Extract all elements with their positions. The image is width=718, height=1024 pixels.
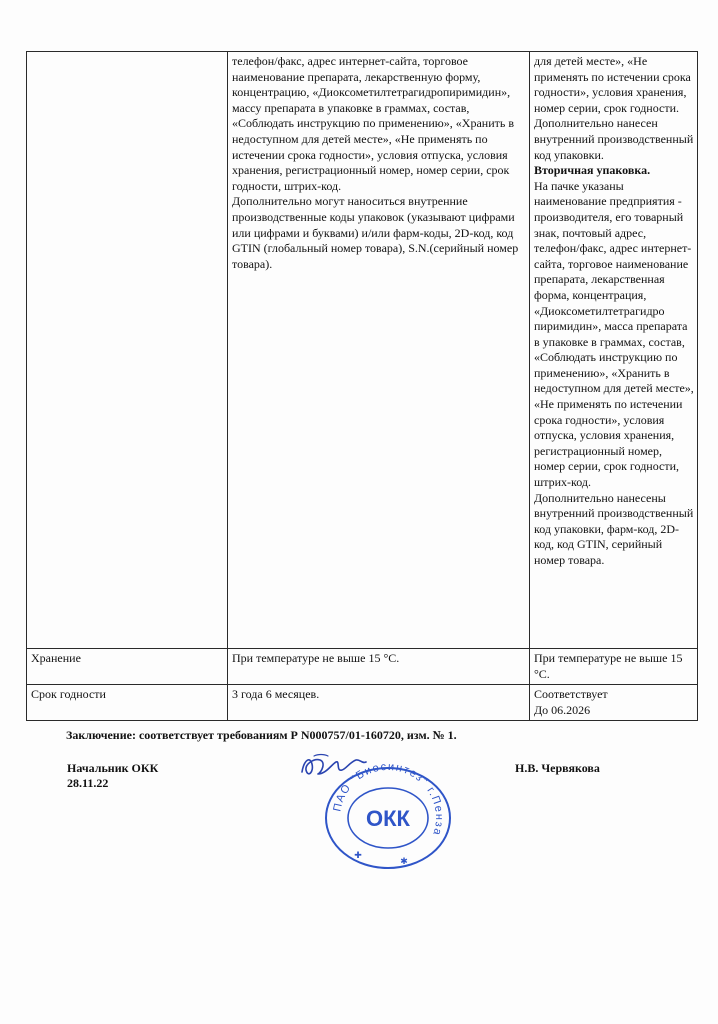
- stamp-star-icon: ✱: [400, 857, 408, 867]
- table-row-shelf-life: [27, 685, 698, 721]
- conclusion-text: Заключение: соответствует требованиям Р N000757/01-160720, изм. № 1.: [66, 728, 457, 742]
- signer-name: Н.В. Червякова: [515, 761, 600, 775]
- secondary-packaging-result-text: На пачке указаны наименование предприятия - производителя, его товарный знак, почтовый адрес, телефон/факс, адрес интернет-сайта, торговое наименование препарата, лекарственная форма, концентрация, «Диоксометилтетрагидро пиримидин», масса препарата в упаковке в граммах, состав, «Соблюдать инструкцию по применению», «Хранить в недоступном для детей месте», «Не применять по истечении срока годности», условия отпуска, условия хранения, регистрационный номер, номер серии, срок годности, штрих-код.: [534, 178, 694, 490]
- specification-table: [26, 51, 698, 721]
- storage-result: При температуре не выше 15 °С.: [530, 649, 698, 685]
- table-row-storage: [27, 649, 698, 685]
- labeling-additional-codes-text: Дополнительно могут наноситься внутренние производственные коды упаковок (указывают цифрами или цифрами и буквами) и/или фарм-коды, 2D-код, код GTIN (глобальный номер товара), S.N.(серийный номер товара).: [232, 194, 519, 271]
- stamp-ring-text: ПАО "Биосинтез" г.Пенза: [331, 760, 446, 838]
- shelf-life-label: Срок годности: [27, 685, 228, 721]
- handwritten-signature: [296, 750, 370, 784]
- stamp-cross-icon: ✚: [354, 851, 362, 861]
- storage-label: Хранение: [27, 649, 228, 685]
- shelf-life-requirement: 3 года 6 месяцев.: [228, 685, 530, 721]
- storage-requirement: При температуре не выше 15 °С.: [228, 649, 530, 685]
- labeling-requirement-text: телефон/факс, адрес интернет-сайта, торговое наименование препарата, лекарственную форму, концентрацию, «Диоксометилтетрагидропиримидин», массу препарата в упаковке в граммах, состав, «Соблюдать инструкцию по применению», «Хранить в недоступном для детей месте», «Не применять по истечении срока годности», условия отпуска, условия хранения, регистрационный номер, номер серии, срок годности, штрих-код.: [232, 54, 514, 193]
- shelf-life-result: [530, 685, 698, 721]
- stamp-center-text: ОКК: [366, 806, 410, 831]
- signer-block: [67, 761, 158, 791]
- secondary-packaging-codes-text: Дополнительно нанесены внутренний производственный код упаковки, фарм-код, 2D-код, код GTIN, серийный номер товара.: [534, 490, 694, 567]
- secondary-packaging-heading: Вторичная упаковка.: [534, 163, 651, 178]
- table-row-labeling: [27, 52, 698, 649]
- labeling-indicator-cell: [27, 52, 228, 649]
- signature-date: 28.11.22: [67, 776, 109, 790]
- primary-packaging-result-text: для детей месте», «Не применять по истечении срока годности», условия хранения, номер серии, срок годности. Дополнительно нанесен внутренний производственный код упаковки.: [534, 54, 694, 162]
- shelf-life-result-expiry: До 06.2026: [534, 702, 591, 717]
- signer-position: Начальник ОКК: [67, 761, 159, 775]
- shelf-life-result-status: Соответствует: [534, 687, 608, 702]
- labeling-requirement-cell: [228, 52, 530, 649]
- labeling-result-cell: [530, 52, 698, 649]
